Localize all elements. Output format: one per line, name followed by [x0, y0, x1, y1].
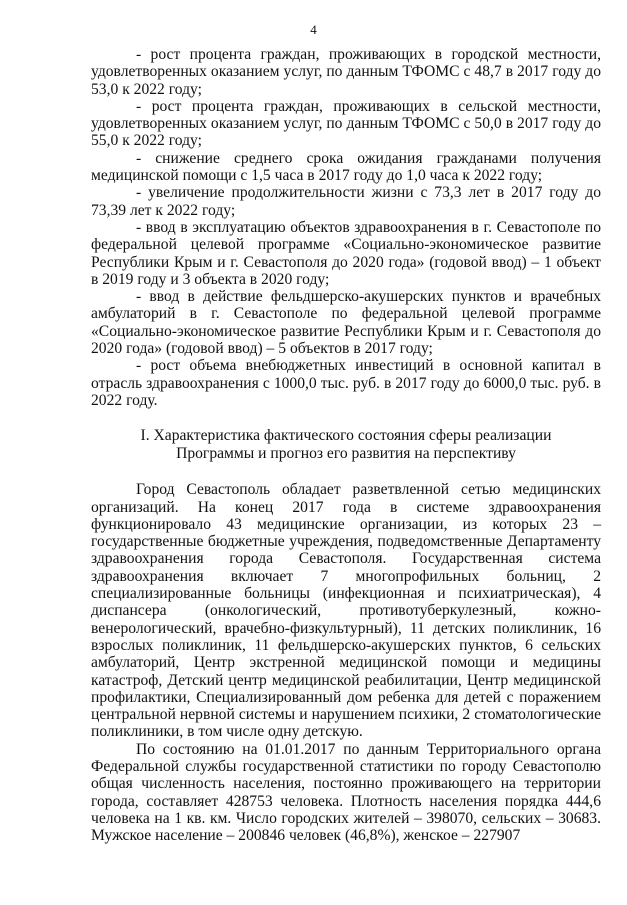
bullet-item: - увеличение продолжительности жизни с 73,3 лет в 2017 году до 73,39 лет к 2022 году; — [91, 184, 601, 219]
section-heading — [91, 427, 601, 463]
bullet-item: - рост процента граждан, проживающих в сельской местности, удовлетворенных оказанием услуг, по данным ТФОМС с 50,0 в 2017 году до 55,0 к 2022 году; — [91, 97, 601, 150]
bullet-item: - рост объема внебюджетных инвестиций в основной капитал в отрасль здравоохранения с 1000,0 тыс. руб. в 2017 году до 6000,0 тыс. руб. в 2022 году. — [91, 357, 601, 409]
section-heading-line: Программы и прогноз его развития на перспективу — [176, 445, 516, 463]
bullet-item: - ввод в эксплуатацию объектов здравоохранения в г. Севастополе по федеральной целевой программе «Социально-экономическое развитие Республики Крым и г. Севастополя до 2020 года» (годовой ввод) – 1 объект в 2019 году и 3 объекта в 2020 году; — [91, 218, 601, 288]
section-heading-line: I. Характеристика фактического состояния сферы реализации — [140, 427, 552, 445]
bullet-item: - рост процента граждан, проживающих в городской местности, удовлетворенных оказанием услуг, по данным ТФОМС с 48,7 в 2017 году до 53,0 к 2022 году; — [91, 46, 601, 98]
bullet-item: - снижение среднего срока ожидания гражданами получения медицинской помощи с 1,5 часа в 2017 году до 1,0 часа к 2022 году; — [91, 149, 601, 185]
page-number: 4 — [310, 22, 317, 37]
document-body — [91, 46, 601, 844]
body-paragraph: По состоянию на 01.01.2017 по данным Территориального органа Федеральной службы государственной статистики по городу Севастополю общая численность населения, постоянно проживающего на территории города, составляет 428753 человека. Плотность населения порядка 444,6 человека на 1 кв. км. Число городских жителей – 398070, сельских – 30683. Мужское население – 200846 человек (46,8%), женское – 227907 — [91, 740, 601, 845]
body-paragraph: Город Севастополь обладает разветвленной сетью медицинских организаций. На конец 2017 года в системе здравоохранения функционировало 43 медицинские организации, из которых 23 – государственные бюджетные учреждения, подведомственные Департаменту здравоохранения города Севастополя. Государственная система здравоохранения включает 7 многопрофильных больниц, 2 специализированные больницы (инфекционная и психиатрическая), 4 диспансера (онкологический, противотуберкулезный, кожно-венерологический, врачебно-физкультурный), 11 детских поликлиник, 16 взрослых поликлиник, 11 фельдшерско-акушерских пунктов, 6 сельских амбулаторий, Центр экстренной медицинской помощи и медицины катастроф, Детский центр медицинской реабилитации, Центр медицинской профилактики, Специализированный дом ребенка для детей с поражением центральной нервной системы и нарушением психики, 2 стоматологические поликлиники, в том числе одну детскую. — [91, 481, 601, 741]
bullet-item: - ввод в действие фельдшерско-акушерских пунктов и врачебных амбулаторий в г. Севастополе по федеральной целевой программе «Социально-экономическое развитие Республики Крым и г. Севастополя до 2020 года» (годовой ввод) – 5 объектов в 2017 году; — [91, 288, 601, 358]
